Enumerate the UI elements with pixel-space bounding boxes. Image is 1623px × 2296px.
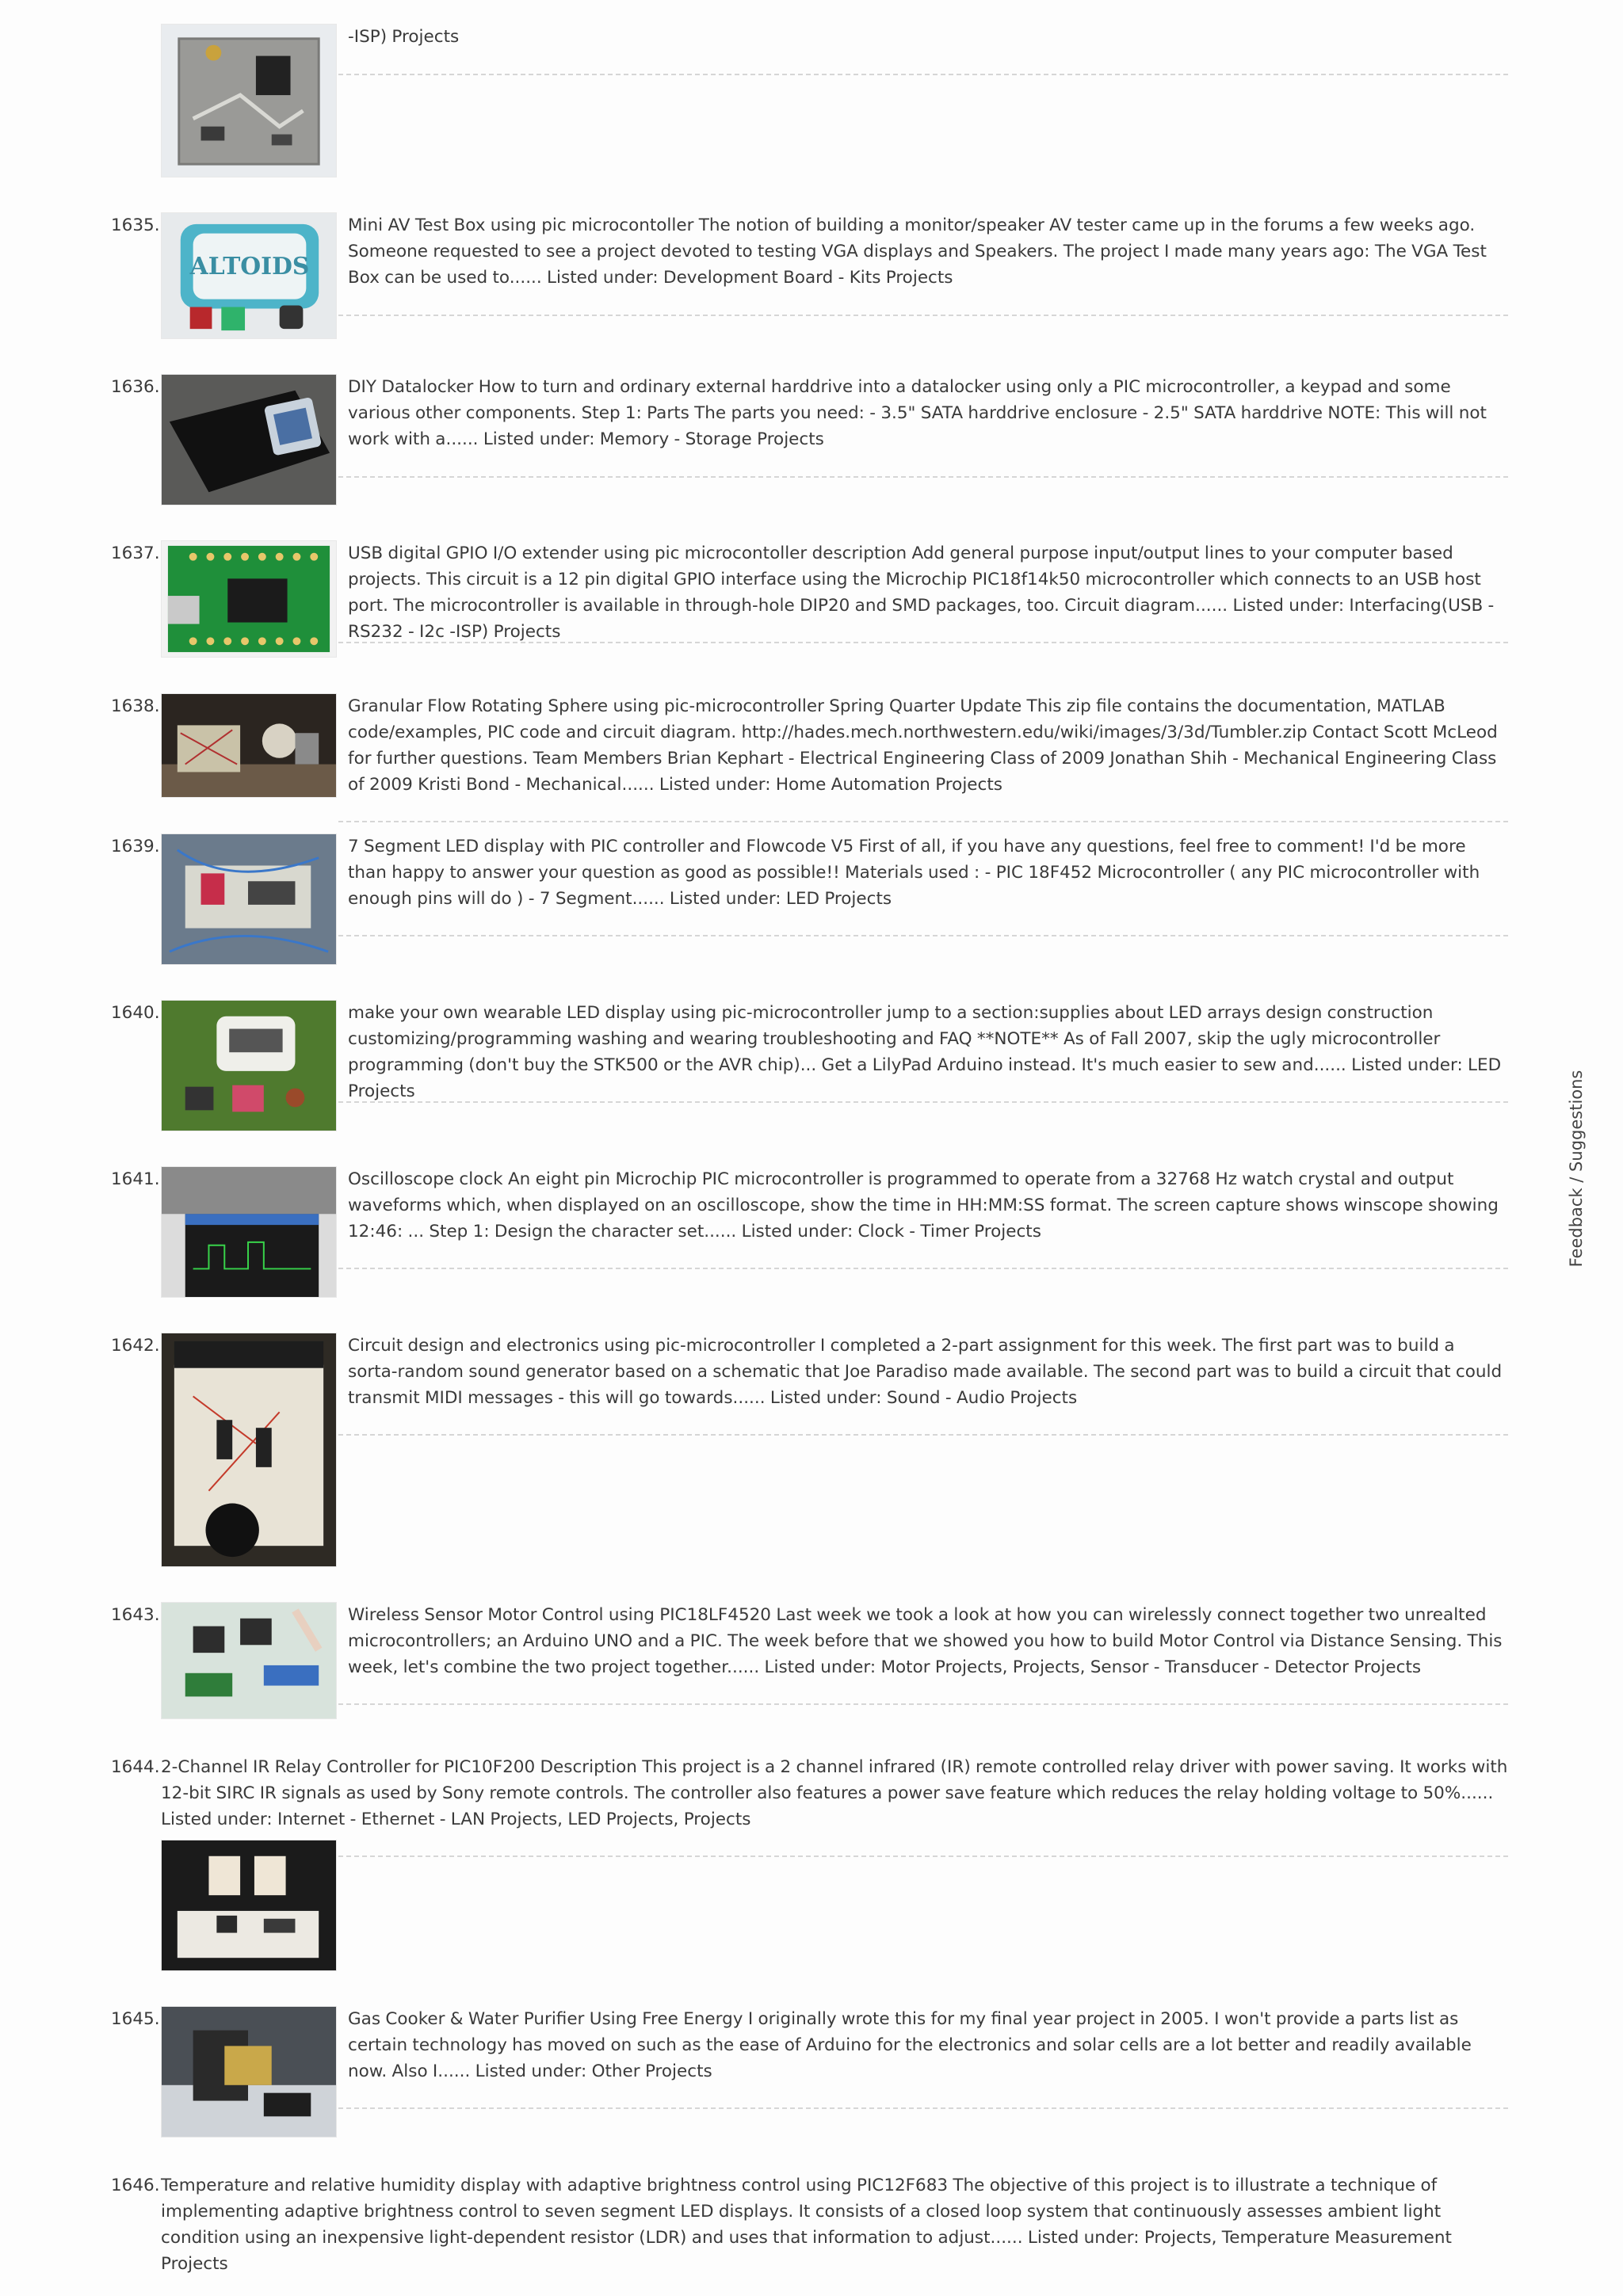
project-number: 1642. [111,1336,160,1356]
black-enclosure-image [162,375,336,505]
project-description: USB digital GPIO I/O extender using pic microcontoller description Add general purpose input/output lines to your computer based projects. This circuit is a 12 pin digital GPIO interface using the Microchip PIC18f14k50 microcontroller which connects to an USB host port. The microcontroller is available in through-hole DIP20 and SMD packages, too. Circuit diagram...... Listed under: Interfacing(USB - RS232 - I2c -ISP) Projects [348,543,1495,642]
project-thumbnail[interactable] [161,1333,337,1567]
svg-text:ALTOIDS: ALTOIDS [189,252,310,280]
project-number: 1638. [111,696,160,716]
project-description: Wireless Sensor Motor Control using PIC18LF4520 Last week we took a look at how you can wirelessly connect together two unrealted microcontrollers; an Arduino UNO and a PIC. The week before that we showed you how to build Motor Control via Distance Sensing. This week, let's combine the two project together...... Listed under: Motor Projects, Projects, Sensor - Transducer - Detector Projects [348,1605,1503,1677]
project-description: Mini AV Test Box using pic microcontoller The notion of building a monitor/speaker AV tester came up in the forums a few weeks ago. Someone requested to see a project devoted to testing VGA displays and Speakers. The project I made many years ago: The VGA Test Box can be used to...... Listed under: Development Board - Kits Projects [348,215,1487,288]
feedback-tab[interactable] [1566,1070,1587,1268]
separator [338,1434,1508,1436]
project-description: Temperature and relative humidity display with adaptive brightness control using PIC12F683 The objective of this project is to illustrate a technique of implementing adaptive brightness control to seven segment LED displays. It consists of a closed loop system that continuously assesses ambient light condition using an inexpensive light-dependent resistor (LDR) and uses that information to adjust...... Listed under: Projects, Temperature Measurement Projects [161,2176,1452,2274]
project-thumbnail[interactable] [161,212,337,339]
separator [338,74,1508,75]
green-usb-board-image [162,541,336,657]
project-description: Oscilloscope clock An eight pin Microchip PIC microcontroller is programmed to operate from a 32768 Hz watch crystal and output waveforms which, when displayed on an oscilloscope, show the time in HH:MM:SS format. The screen capture shows winscope showing 12:46: ... Step 1: Design the character set...... Listed under: Clock - Timer Projects [348,1169,1499,1241]
project-thumbnail[interactable] [161,693,337,798]
ir-relay-image [162,1840,336,1970]
separator [338,1703,1508,1705]
project-description: Gas Cooker & Water Purifier Using Free Energy I originally wrote this for my final year project in 2005. I won't provide a parts list as certain technology has moved on such as the ease of Arduino for the electronics and solar cells are a lot better and readily available now. Also I...... Listed under: Other Projects [348,2009,1472,2081]
separator [338,315,1508,316]
project-number: 1639. [111,837,160,856]
separator [338,1855,1508,1857]
altoids-tin-image [162,213,336,338]
breadboard-image [162,1333,336,1566]
project-description: 7 Segment LED display with PIC controller and Flowcode V5 First of all, if you have any questions, feel free to comment! I'd be more than happy to answer your question as good as possible!! Materials used : - PIC 18F452 Microcontroller ( any PIC microcontroller with enough pins will do ) - 7 Segment...... Listed under: LED Projects [348,837,1480,909]
project-thumbnail[interactable] [161,1000,337,1131]
separator [338,935,1508,936]
project-description: Circuit design and electronics using pic-microcontroller I completed a 2-part assignment for this week. The first part was to build a sorta-random sound generator based on a schematic that Joe Paradiso made available. The second part was to build a circuit that could transmit MIDI messages - this will go towards...... Listed under: Sound - Audio Projects [348,1336,1503,1408]
wireless-sensor-image [162,1603,336,1718]
project-description: -ISP) Projects [348,27,460,47]
separator [338,642,1508,643]
project-description: 2-Channel IR Relay Controller for PIC10F200 Description This project is a 2 channel infrared (IR) remote controlled relay driver with power saving. It works with 12-bit SIRC IR signals as used by Sony remote controls. The controller also features a power save feature which reduces the relay holding voltage to 50%...... Listed under: Internet - Ethernet - LAN Projects, LED Projects, Projects [161,1757,1508,1829]
project-number: 1644. [111,1757,160,1777]
project-thumbnail[interactable] [161,1840,337,1971]
project-number: 1646. [111,2176,160,2195]
project-number: 1635. [111,215,160,235]
separator [338,821,1508,822]
separator [338,1101,1508,1103]
project-thumbnail[interactable] [161,24,337,177]
oscilloscope-image [162,1167,336,1297]
project-number: 1637. [111,543,160,563]
project-thumbnail[interactable] [161,374,337,505]
separator [338,1268,1508,1269]
project-description: Granular Flow Rotating Sphere using pic-microcontroller Spring Quarter Update This zip file contains the documentation, MATLAB code/examples, PIC code and circuit diagram. http://hades.mech.northwestern.edu/wiki/images/3/3d/Tumbler.zip Contact Scott McLeod for further questions. Team Members Brian Kephart - Electrical Engineering Class of 2009 Jonathan Shih - Mechanical Engineering Class of 2009 Kristi Bond - Mechanical...... Listed under: Home Automation Projects [348,696,1498,795]
project-number: 1643. [111,1605,160,1625]
pcb-board-image [162,25,336,177]
project-description: make your own wearable LED display using pic-microcontroller jump to a section:supplies about LED arrays design construction customizing/programming washing and wearing troubleshooting and FAQ **NOTE** As of Fall 2007, skip the ugly microcontroller programming (don't buy the STK500 or the AVR chip)... Get a LilyPad Arduino instead. It's much easier to sew and...... Listed under: LED Projects [348,1003,1502,1101]
project-thumbnail[interactable] [161,1602,337,1719]
gas-cooker-image [162,2007,336,2137]
project-thumbnail[interactable] [161,1166,337,1298]
separator [338,476,1508,478]
project-number: 1636. [111,377,160,397]
project-number: 1640. [111,1003,160,1023]
wearable-led-image [162,1001,336,1131]
project-description: DIY Datalocker How to turn and ordinary external harddrive into a datalocker using only a PIC microcontroller, a keypad and some various other components. Step 1: Parts The parts you need: - 3.5" SATA harddrive enclosure - 2.5" SATA harddrive NOTE: This will not work with a...... Listed under: Memory - Storage Projects [348,377,1487,449]
project-number: 1641. [111,1169,160,1189]
rotating-sphere-image [162,694,336,797]
project-number: 1645. [111,2009,160,2029]
separator [338,2107,1508,2109]
project-thumbnail[interactable] [161,833,337,965]
project-thumbnail[interactable] [161,540,337,658]
led-display-image [162,834,336,964]
project-thumbnail[interactable] [161,2006,337,2138]
feedback-label: Feedback / Suggestions [1567,1070,1586,1268]
